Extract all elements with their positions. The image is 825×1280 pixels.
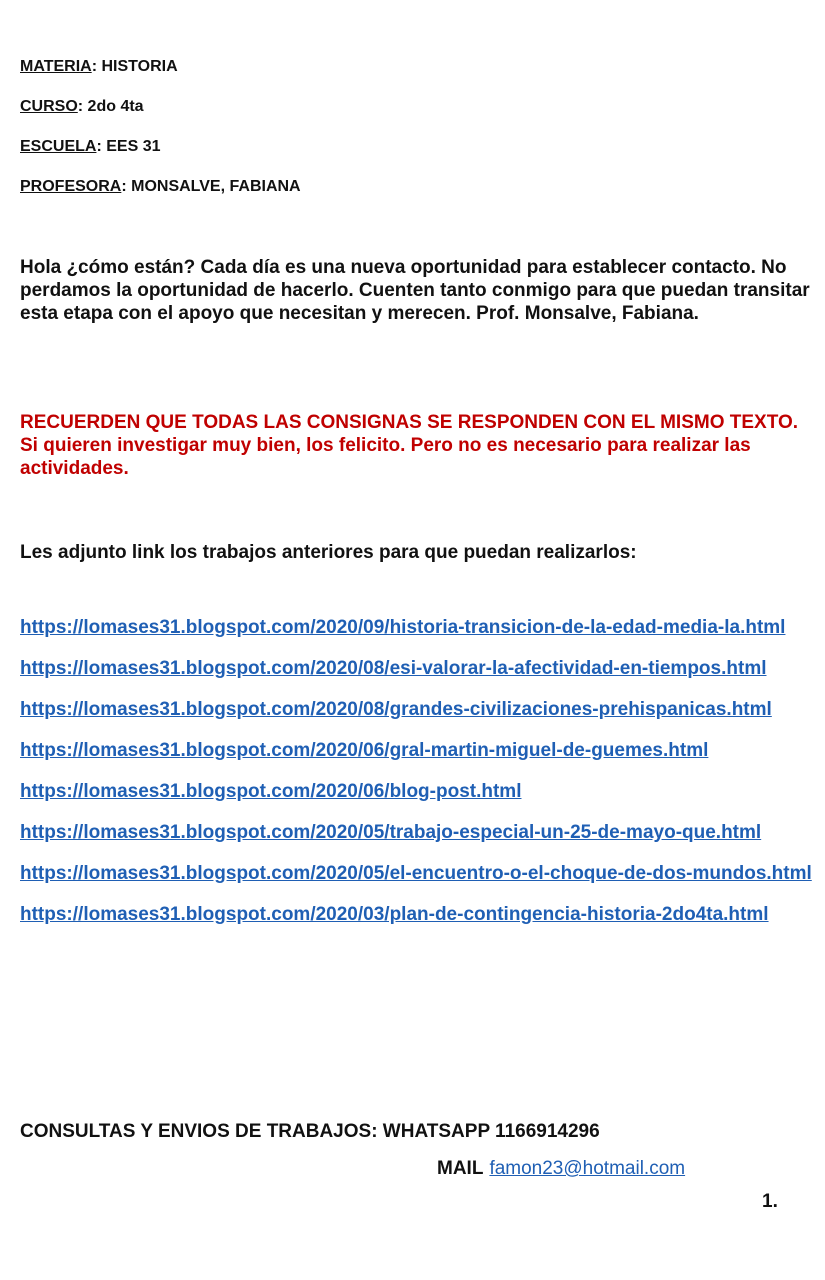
links-intro: Les adjunto link los trabajos anteriores para que puedan realizarlos:	[20, 542, 637, 563]
profesora-value: : MONSALVE, FABIANA	[121, 178, 301, 195]
list-item	[20, 739, 820, 763]
list-item	[20, 780, 820, 804]
curso-key: CURSO	[20, 98, 78, 115]
materia-key: MATERIA	[20, 58, 92, 75]
mail-line	[437, 1158, 685, 1180]
mail-link[interactable]: famon23@hotmail.com	[489, 1158, 686, 1179]
greeting-paragraph: Hola ¿cómo están? Cada día es una nueva oportunidad para establecer contacto. No perdamos la oportunidad de hacerlo. Cuenten tanto conmigo para que puedan transitar esta etapa con el apoyo que necesitan y merecen. Prof. Monsalve, Fabiana.	[20, 257, 810, 324]
link-8[interactable]: https://lomases31.blogspot.com/2020/03/plan-de-contingencia-historia-2do4ta.html	[20, 904, 769, 925]
materia-line	[20, 58, 178, 76]
link-4[interactable]: https://lomases31.blogspot.com/2020/06/gral-martin-miguel-de-guemes.html	[20, 740, 709, 761]
list-item	[20, 657, 820, 681]
escuela-line	[20, 138, 160, 156]
notice-paragraph: RECUERDEN QUE TODAS LAS CONSIGNAS SE RESPONDEN CON EL MISMO TEXTO. Si quieren investigar muy bien, los felicito. Pero no es necesario para realizar las actividades.	[20, 412, 799, 479]
escuela-value: : EES 31	[96, 138, 161, 155]
list-item	[20, 698, 820, 722]
curso-line	[20, 98, 144, 116]
list-item	[20, 821, 820, 845]
page-number: 1.	[762, 1191, 778, 1212]
link-5[interactable]: https://lomases31.blogspot.com/2020/06/blog-post.html	[20, 781, 522, 802]
links-list	[20, 616, 820, 944]
list-item	[20, 903, 820, 927]
mail-label: MAIL	[437, 1158, 484, 1179]
list-item	[20, 862, 820, 886]
link-3[interactable]: https://lomases31.blogspot.com/2020/08/grandes-civilizaciones-prehispanicas.html	[20, 699, 772, 720]
consultas-line: CONSULTAS Y ENVIOS DE TRABAJOS: WHATSAPP 1166914296	[20, 1121, 600, 1142]
list-item	[20, 616, 820, 640]
materia-value: : HISTORIA	[91, 58, 178, 75]
curso-value: : 2do 4ta	[77, 98, 144, 115]
profesora-key: PROFESORA	[20, 178, 122, 195]
escuela-key: ESCUELA	[20, 138, 97, 155]
link-1[interactable]: https://lomases31.blogspot.com/2020/09/historia-transicion-de-la-edad-media-la.html	[20, 617, 786, 638]
link-6[interactable]: https://lomases31.blogspot.com/2020/05/trabajo-especial-un-25-de-mayo-que.html	[20, 822, 762, 843]
link-2[interactable]: https://lomases31.blogspot.com/2020/08/esi-valorar-la-afectividad-en-tiempos.html	[20, 658, 767, 679]
profesora-line	[20, 178, 301, 196]
link-7[interactable]: https://lomases31.blogspot.com/2020/05/el-encuentro-o-el-choque-de-dos-mundos.html	[20, 863, 812, 884]
